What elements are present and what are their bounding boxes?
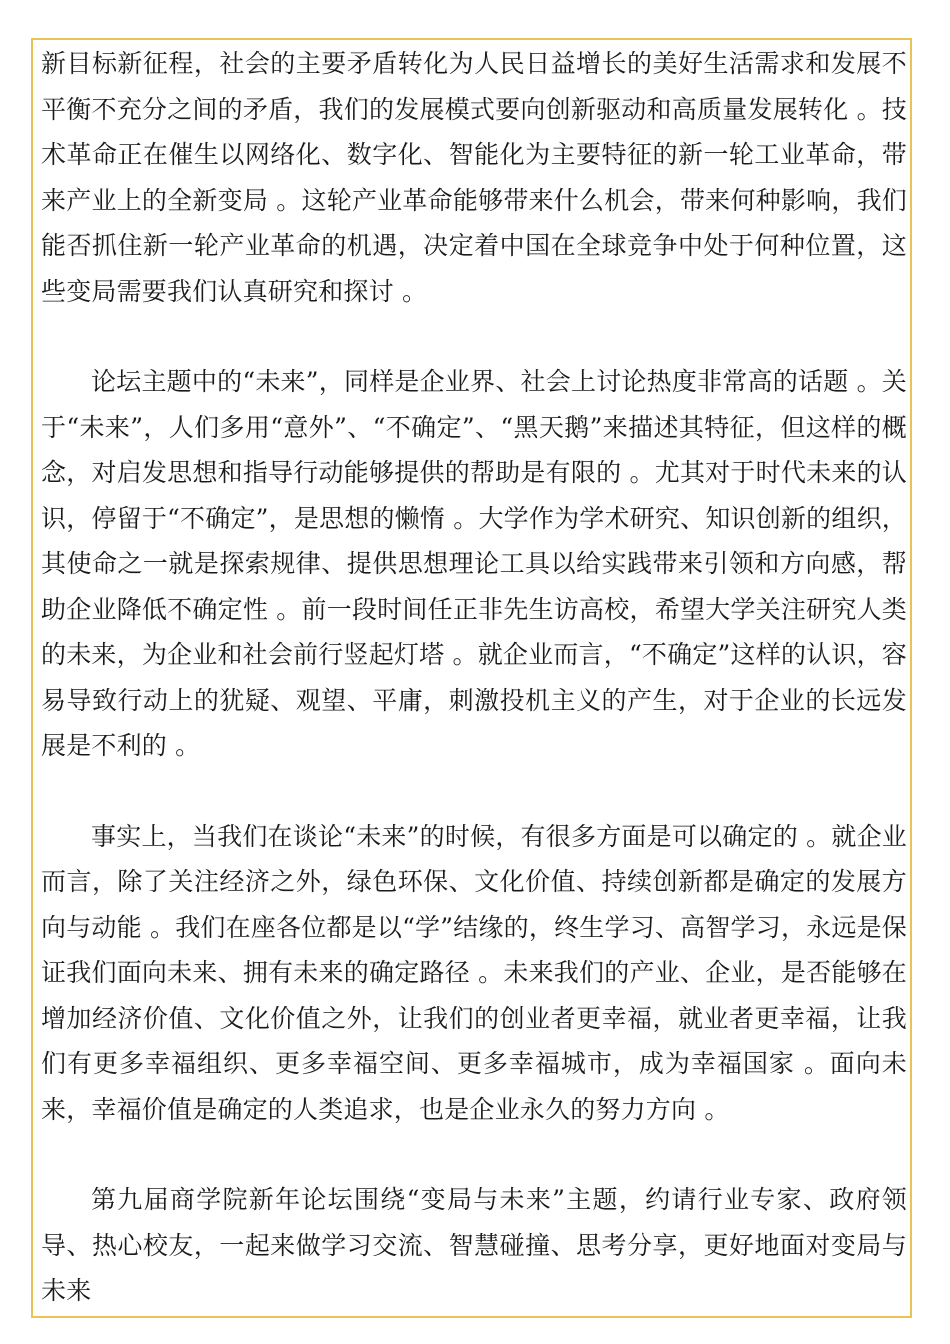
paragraph-gap	[41, 1132, 907, 1177]
paragraph-3: 事实上，当我们在谈论“未来”的时候，有很多方面是可以确定的 。就企业而言，除了关注经济之外，绿色环保、文化价值、持续创新都是确定的发展方向与动能 。我们在座各位都是以“学”结缘的，终生学习、高智学习，永远是保证我们面向未来、拥有未来的确定路径 。未来我们的产业、企业，是否能够在增加经济价值、文化价值之外，让我们的创业者更幸福，就业者更幸福，让我们有更多幸福组织、更多幸福空间、更多幸福城市，成为幸福国家 。面向未来，幸福价值是确定的人类追求，也是企业永久的努力方向 。	[41, 821, 907, 1124]
paragraph-2: 论坛主题中的“未来”，同样是企业界、社会上讨论热度非常高的话题 。关于“未来”，人们多用“意外”、“不确定”、“黑天鹅”来描述其特征，但这样的概念，对启发思想和指导行动能够提供的帮助是有限的 。尤其对于时代未来的认识，停留于“不确定”，是思想的懒惰 。大学作为学术研究、知识创新的组织，其使命之一就是探索规律、提供思想理论工具以给实践带来引领和方向感，帮助企业降低不确定性 。前一段时间任正非先生访高校，希望大学关注研究人类的未来，为企业和社会前行竖起灯塔 。就企业而言，“不确定”这样的认识，容易导致行动上的犹疑、观望、平庸，刺激投机主义的产生，对于企业的长远发展是不利的 。	[41, 367, 907, 760]
document-body	[41, 41, 907, 1314]
paragraph-4: 第九届商学院新年论坛围绕“变局与未来”主题，约请行业专家、政府领导、热心校友，一起来做学习交流、智慧碰撞、思考分享，更好地面对变局与未来	[41, 1185, 907, 1305]
paragraph-gap	[41, 769, 907, 814]
paragraph-gap	[41, 314, 907, 359]
paragraph-1: 新目标新征程，社会的主要矛盾转化为人民日益增长的美好生活需求和发展不平衡不充分之间的矛盾，我们的发展模式要向创新驱动和高质量发展转化 。技术革命正在催生以网络化、数字化、智能化为主要特征的新一轮工业革命，带来产业上的全新变局 。这轮产业革命能够带来什么机会，带来何种影响，我们能否抓住新一轮产业革命的机遇，决定着中国在全球竞争中处于何种位置，这些变局需要我们认真研究和探讨 。	[41, 49, 907, 306]
